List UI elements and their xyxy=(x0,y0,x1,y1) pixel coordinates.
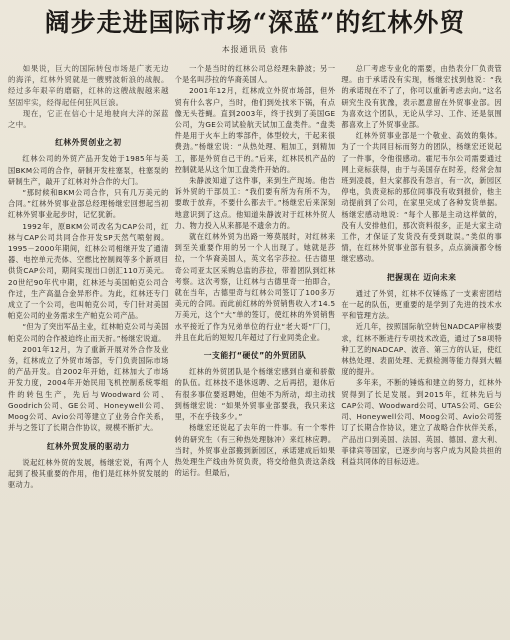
paragraph: 杨继宏还说起了去年的一件事。有一个零件转的研究生（有三种热处理脉冲）来红林应聘。当时，外贸事业部搬到新园区，承诺建成后如果热处理生产线由外贸负责，将交给他负责这条线的运行。但最后， xyxy=(174,423,336,478)
paragraph: 说起红林外贸的发展，杨继宏说，有两个人起到了极其重要的作用，他们是红林外贸发展的驱动力。 xyxy=(8,457,169,490)
paragraph: 近几年，按照国际航空转包NADCAP审核要求，红林不断进行专项技术改造，通过了58项特种工艺的NADCAP、波音、第三方的认证，使红林热处理、表面处理、无损检测等能力得到大幅度的提升。 xyxy=(341,322,503,377)
headline: 阔步走进国际市场“深蓝”的红林外贸 xyxy=(44,8,466,37)
paragraph: 2001年12月，红林成立外贸市场部，但外贸有什么客户，当时，他们到处找米下锅，有点像无头苍蝇。直到2003年，终于找到了美国GE公司，为GE公司试验航天试加工盘类件。“盘类件是用于火车上的零部件，体型较大，干起来很费劲。”杨继宏说：“从热处理、粗加工，到精加工，都是外贸自己干的。”后来，红林民机产品的控制就是从这个加工盘类件开始的。 xyxy=(174,86,336,174)
column-1 xyxy=(8,63,169,640)
lead-paragraph: 如果说，巨大的国际转包市场是广袤无边的海洋，红林外贸就是一艘劈波斩浪的战舰。经过多年艰辛的磨砺，红林的这艘战舰越来越坚固牢实，经得起任何狂风巨浪。 xyxy=(8,64,169,107)
paragraph: 朱静波知道了这件事，来到生产现场。他告诉外贸的干部员工：“我们要有所为有所不为，要敢于放弃，不要什么都去干。”杨继宏后来深刻地意识到了这点。他知道朱静波对于红林外贸人力、物力投入从来都是不遗余力的。 xyxy=(174,176,336,230)
paragraph: 一个是当时的红林公司总经理朱静波；另一个是名叫莎拉的华裔美国人。 xyxy=(174,64,336,85)
paragraph: 红林公司的外贸产品开发始于1985年与美国BKM公司的合作，研制开发柱塞泵，柱塞泵的研制生产，敲开了红林对外合作的大门。 xyxy=(8,154,169,186)
paragraph: 多年来，不断的锤炼和建立的努力，红林外贸得到了长足发展。到2015年，红林先后与CAP公司、Woodward公司、UTAS公司、GE公司、Honeywell公司、Moog公司、Avio公司签订了长期合作协议，建立了战略合作伙伴关系，产品出口到美国、法国、英国、德国、意大利、菲律宾等国家，已逐步向与客户成为风险共担的利益共同体的目标迈进。 xyxy=(341,378,503,466)
byline: 本报通讯员 袁伟 xyxy=(221,45,289,54)
paragraph: 总厂考虑专业化的需要，由热表分厂负责管理。由于承诺没有实现，杨继宏找到他说：“我的承诺现在不了了，你可以重新考虑去向。”这名研究生没有犹豫，表示愿意留在外贸事业部。因为喜欢这个团队，无论从学习、工作、还是氛围都喜欢上了外贸事业部。 xyxy=(341,64,503,130)
paragraph: “那时候和BKM公司合作，只有几万美元的合同。”红林外贸事业部总经理杨继宏回想起当初红林外贸事业起步时，记忆犹新。 xyxy=(8,188,169,220)
paragraph: 通过了外贸，红林不仅锤炼了一支素密团结在一起的队伍，更重要的是学到了先进的技术水平和管理方法。 xyxy=(341,288,503,321)
subheading-future: 把握现在 迈向未来 xyxy=(386,272,457,282)
subheading-team: 一支能打“硬仗”的外贸团队 xyxy=(203,351,307,361)
subheading-driving-force: 红林外贸发展的驱动力 xyxy=(46,441,130,451)
subheading-startup: 红林外贸创业之初 xyxy=(55,138,122,148)
paragraph: 2001年12月，为了重新开展对外合作及业务，红林成立了外贸市场部，专门负责国际市场的产品开发。自2002年开始，红林加大了市场开发力度，2004年开始民用飞机控制系统零组件的转包生产，先后与Woodward公司、Goodrich公司、GE公司、Honeywell公司、Moog公司、Avio公司等建立了业务合作关系，并与之签订了长期合作协议，规模不断扩大。 xyxy=(8,344,169,433)
paragraph: 红林的外贸团队是个杨继宏感到自豪和骄傲的队伍。红林技不退休返聘、之后再招，退休后有很多事位要返聘她，但她不为所动，却主动找到杨继宏说：“如果外贸事业部要我，我只来这里，不在乎钱多少。” xyxy=(174,367,336,422)
paragraph: 就在红林外贸为出路一筹莫展时，对红林来到至关重要作用的另一个人出现了。她就是莎拉，一个华裔美国人，英文名字莎拉。任古德里奇公司亚太区采购总监的莎拉，带着团队到红林考察。这次考察，让红林与古德里奇一拍即合，就在当年，古德里奇与红林公司签订了100多万美元的合同。而此前红林的外贸销售收入才14.5万美元，这个“大”单的签订，使红林的外贸销售水平接近了作为兄弟单位的行业“老大哥”厂门，并且在此后的短短几年超过了行业同类企业。 xyxy=(174,232,336,342)
paragraph: 1992年，原BKM公司改名为CAP公司，红林与CAP公司共同合作开发SP天然气喷射阀。1995－2000年期间，红林公司相继开发了通清器、电控单元壳体、空燃比控制阀等多个新项目供货CAP公司，期间实现出口创汇110万美元。20世纪90年代中期，红林还与美国帕克公司合作过，生产高温合金异形件。为此，红林还专门成立了一个公司，也叫帕克公司，专门针对美国帕克公司的业务需求生产帕克公司产品。 xyxy=(8,221,169,321)
lead-paragraph-2: 现在，它正在信心十足地驶向大洋的深蓝之中。 xyxy=(8,108,169,130)
column-3 xyxy=(341,63,502,640)
column-2 xyxy=(175,63,336,640)
article-columns xyxy=(8,63,502,640)
paragraph: “但为了突出军品主业，红林帕克公司与美国帕克公司的合作被迫终止而天折。”杨继宏说道。 xyxy=(8,322,169,343)
paragraph: 红林外贸事业部是一个敬业、高效的集体。为了一个共同目标而努力的团队，杨继宏还说起了一件事，令他很感动。霍尼韦尔公司需要通过网上竞标获得，由于与美国存在时差，经常会加班到凌晨，但大家都没有怨言，有一次，新园区停电，负责竞标的那位同事没有收到报价，他主动提前到了公司，在家里完成了各种发货单据。杨继宏感动地说：“每个人都是主动这样做的，没有人安排他们，那次资料很多，正是大家主动工作，才保证了发货没有受到耽误。”类似的事情，在红林外贸事业部有很多，点点滴滴都令杨继宏感动。 xyxy=(341,131,503,264)
